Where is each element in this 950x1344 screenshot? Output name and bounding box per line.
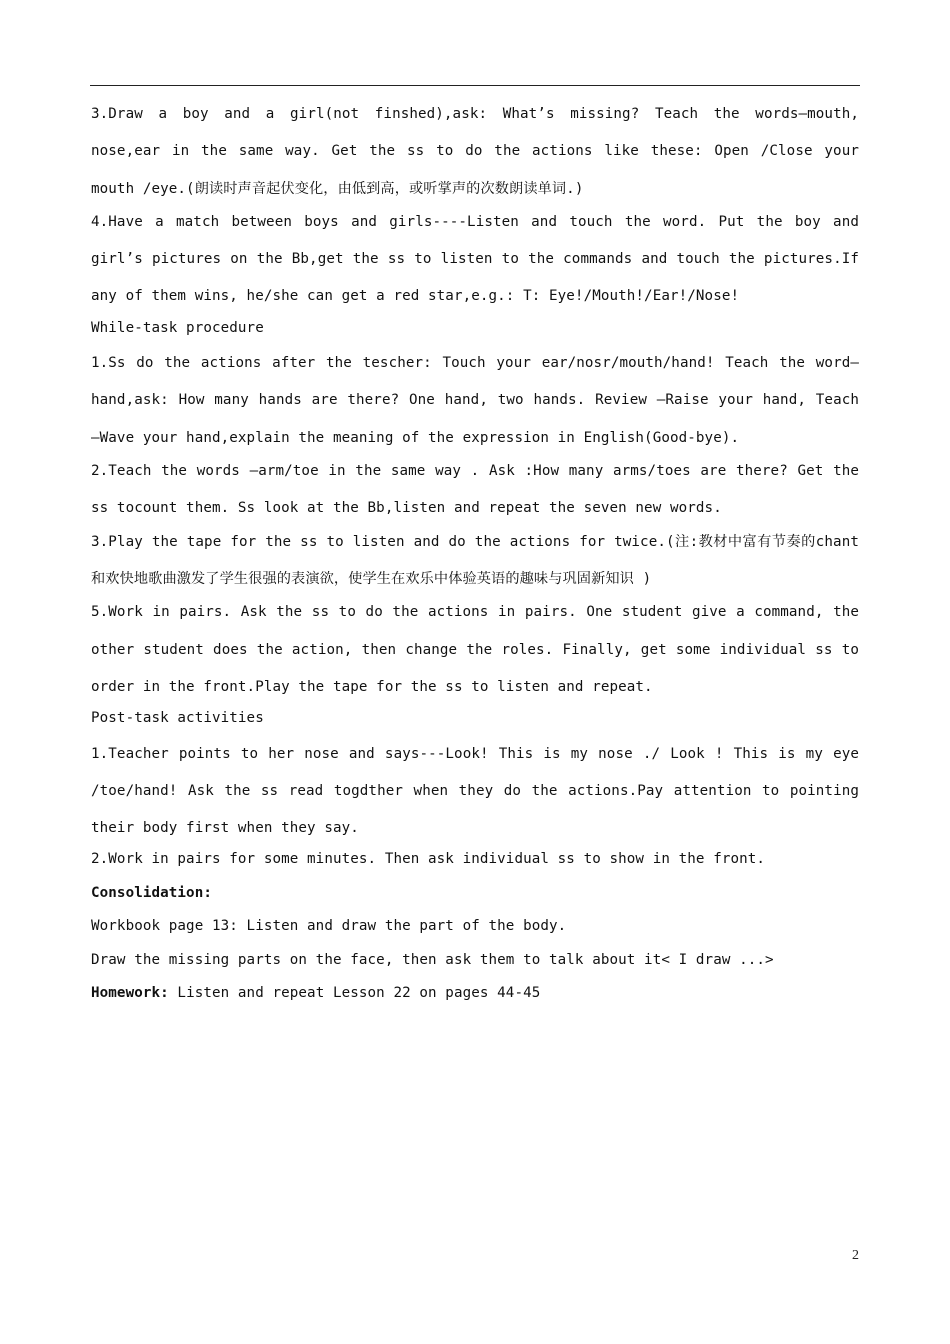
- post-step-1: 1.Teacher points to her nose and says---Look! This is my nose ./ Look ! This is my eye /toe/hand! Ask the ss read togdther when they do the actions.Pay attention to pointing their body first when they say.: [91, 745, 859, 837]
- post-task-heading: Post-task activities: [91, 710, 264, 727]
- while-step-1: 1.Ss do the actions after the tescher: Touch your ear/nosr/mouth/hand! Teach the word—hand,ask: How many hands are there? One hand, two hands. Review –Raise your hand, Teach –Wave your hand,explain the meaning of the expression in English(Good-bye).: [91, 355, 859, 446]
- post-step-2: 2.Work in pairs for some minutes. Then ask individual ss to show in the front.: [91, 851, 766, 868]
- header-rule: [90, 85, 860, 86]
- homework-text: Listen and repeat Lesson 22 on pages 44-45: [168, 985, 541, 1002]
- consolidation-line-2: Draw the missing parts on the face, then ask them to talk about it< I draw ...>: [91, 951, 774, 968]
- while-step-5: 5.Work in pairs. Ask the ss to do the actions in pairs. One student give a command, the other student does the action, then change the roles. Finally, get some individual ss to order in the front.Play the tape for the ss to listen and repeat.: [91, 604, 859, 695]
- consolidation-line-1: Workbook page 13: Listen and draw the part of the body.: [91, 918, 567, 935]
- page-number: 2: [852, 1248, 859, 1263]
- step-match-game: 4.Have a match between boys and girls----Listen and touch the word. Put the boy and girl’s pictures on the Bb,get the ss to listen to the commands and touch the pictures.If any of them wins, he/she can get a red star,e.g.: T: Eye!/Mouth!/Ear!/Nose!: [91, 213, 859, 305]
- while-step-3: 3.Play the tape for the ss to listen and do the actions for twice.(注:教材中富有节奏的chant和欢快地歌曲激发了学生很强的表演欲，使学生在欢乐中体验英语的趣味与巩固新知识 ): [91, 533, 859, 587]
- homework-label: Homework:: [91, 985, 169, 1002]
- step-draw-boy-girl: 3.Draw a boy and a girl(not finshed),ask: What’s missing? Teach the words—mouth, nose,ear in the same way. Get the ss to do the actions like these: Open /Close your mouth /eye.(朗读时声音起伏变化，由低到高，或听掌声的次数朗读单词.): [91, 106, 859, 197]
- while-task-heading: While-task procedure: [91, 319, 264, 336]
- while-step-2: 2.Teach the words –arm/toe in the same way . Ask :How many arms/toes are there? Get the ss tocount them. Ss look at the Bb,listen and repeat the seven new words.: [91, 463, 859, 517]
- consolidation-heading: Consolidation:: [91, 884, 212, 901]
- homework-line: [91, 977, 859, 1010]
- lesson-body: [91, 96, 859, 1010]
